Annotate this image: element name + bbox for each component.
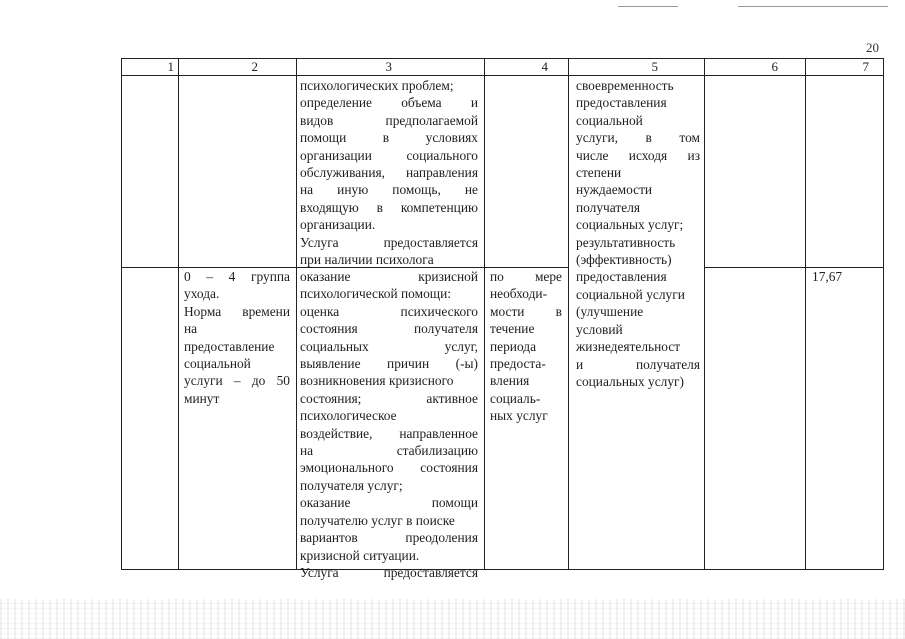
col-divider xyxy=(296,59,297,569)
row2-col3-description xyxy=(300,268,478,581)
text-line: помощи в условиях xyxy=(300,130,478,146)
text-line: на стабилизацию xyxy=(300,443,478,459)
text-line: при наличии психолога xyxy=(300,252,434,268)
text-line: вления xyxy=(490,373,530,389)
header-col-7: 7 xyxy=(862,59,869,74)
text-line: входящую в компетенцию xyxy=(300,199,478,215)
text-line: по мере xyxy=(490,269,562,284)
header-col-1: 1 xyxy=(167,59,174,74)
text-line: и получателя xyxy=(576,356,700,372)
scan-top-rule-right xyxy=(738,6,888,7)
text-line: состояния; активное xyxy=(300,390,478,406)
text-line: услуги, в том xyxy=(576,130,700,146)
text-line: состояния получателя xyxy=(300,321,478,337)
text-line: течение xyxy=(490,321,535,337)
text-line: (улучшение xyxy=(576,304,644,320)
text-line: социальной xyxy=(184,356,251,372)
text-line: оказание кризисной xyxy=(300,269,478,284)
text-line: жизнедеятельност xyxy=(576,339,681,355)
row2-col7-tariff xyxy=(812,268,876,285)
text-line: периода xyxy=(490,338,537,354)
text-line: получателя xyxy=(576,199,641,215)
header-divider xyxy=(122,75,883,76)
text-line: услуги – до 50 xyxy=(184,373,290,389)
text-line: нуждаемости xyxy=(576,182,653,198)
col5-quality-criteria xyxy=(576,77,700,390)
row2-col2-group-norm xyxy=(184,268,290,407)
header-col-3: 3 xyxy=(385,59,392,74)
text-line: результативность xyxy=(576,234,676,250)
text-line: предоста- xyxy=(490,356,546,372)
text-line: эмоционального состояния xyxy=(300,460,478,476)
text-line: (эффективность) xyxy=(576,252,672,268)
text-line: психологическое xyxy=(300,408,397,424)
text-line: определение объема и xyxy=(300,95,478,111)
col-divider xyxy=(484,59,485,569)
text-line: оказание помощи xyxy=(300,495,478,511)
text-line: условий xyxy=(576,321,623,337)
scan-top-rule-left xyxy=(618,6,678,7)
text-line: социальных услуг, xyxy=(300,338,478,354)
text-line: предоставления xyxy=(576,269,667,285)
text-line: социальной xyxy=(576,112,643,128)
text-line: социальных услуг; xyxy=(576,217,684,233)
text-line: обслуживания, направления xyxy=(300,165,478,181)
header-col-4: 4 xyxy=(541,59,548,74)
text-line: ухода. xyxy=(184,286,220,302)
text-line: выявление причин (-ы) xyxy=(300,356,478,372)
col-divider xyxy=(178,59,179,569)
text-line: на xyxy=(184,321,198,337)
header-col-6: 6 xyxy=(771,59,778,74)
text-line: получателю услуг в поиске xyxy=(300,512,455,528)
tariff-value: 17,67 xyxy=(812,269,843,284)
text-line: социальных услуг) xyxy=(576,373,684,389)
col-divider xyxy=(704,59,705,569)
text-line: возникновения кризисного xyxy=(300,373,454,389)
text-line: Норма времени xyxy=(184,303,290,319)
text-line: минут xyxy=(184,390,220,406)
service-table xyxy=(121,58,884,580)
text-line: ных услуг xyxy=(490,408,548,424)
row2-col4-frequency xyxy=(490,268,562,425)
text-line: организации социального xyxy=(300,147,478,163)
text-line: социальной услуги xyxy=(576,286,685,302)
text-line: мости в xyxy=(490,303,562,319)
text-line: психологических проблем; xyxy=(300,78,454,93)
text-line: предоставление xyxy=(184,338,275,354)
header-col-5: 5 xyxy=(651,59,658,74)
text-line: социаль- xyxy=(490,390,541,406)
text-line: 0 – 4 группа xyxy=(184,269,290,284)
scan-noise xyxy=(0,599,905,639)
text-line: оценка психического xyxy=(300,303,478,319)
text-line: получателя услуг; xyxy=(300,477,403,493)
text-line: организации. xyxy=(300,217,376,233)
text-line: Услуга предоставляется xyxy=(300,564,478,580)
text-line: степени xyxy=(576,165,622,181)
text-line: психологической помощи: xyxy=(300,286,451,302)
page-number: 20 xyxy=(866,40,879,55)
col-divider xyxy=(805,59,806,569)
col-divider xyxy=(568,59,569,569)
text-line: воздействие, направленное xyxy=(300,425,478,441)
text-line: своевременность xyxy=(576,78,674,93)
text-line: видов предполагаемой xyxy=(300,112,478,128)
text-line: числе исходя из xyxy=(576,147,700,163)
text-line: предоставления xyxy=(576,95,667,111)
header-col-2: 2 xyxy=(251,59,258,74)
row1-col3-description xyxy=(300,77,478,268)
text-line: необходи- xyxy=(490,286,548,302)
text-line: вариантов преодоления xyxy=(300,530,478,546)
text-line: Услуга предоставляется xyxy=(300,234,478,250)
text-line: кризисной ситуации. xyxy=(300,547,420,563)
text-line: на иную помощь, не xyxy=(300,182,478,198)
